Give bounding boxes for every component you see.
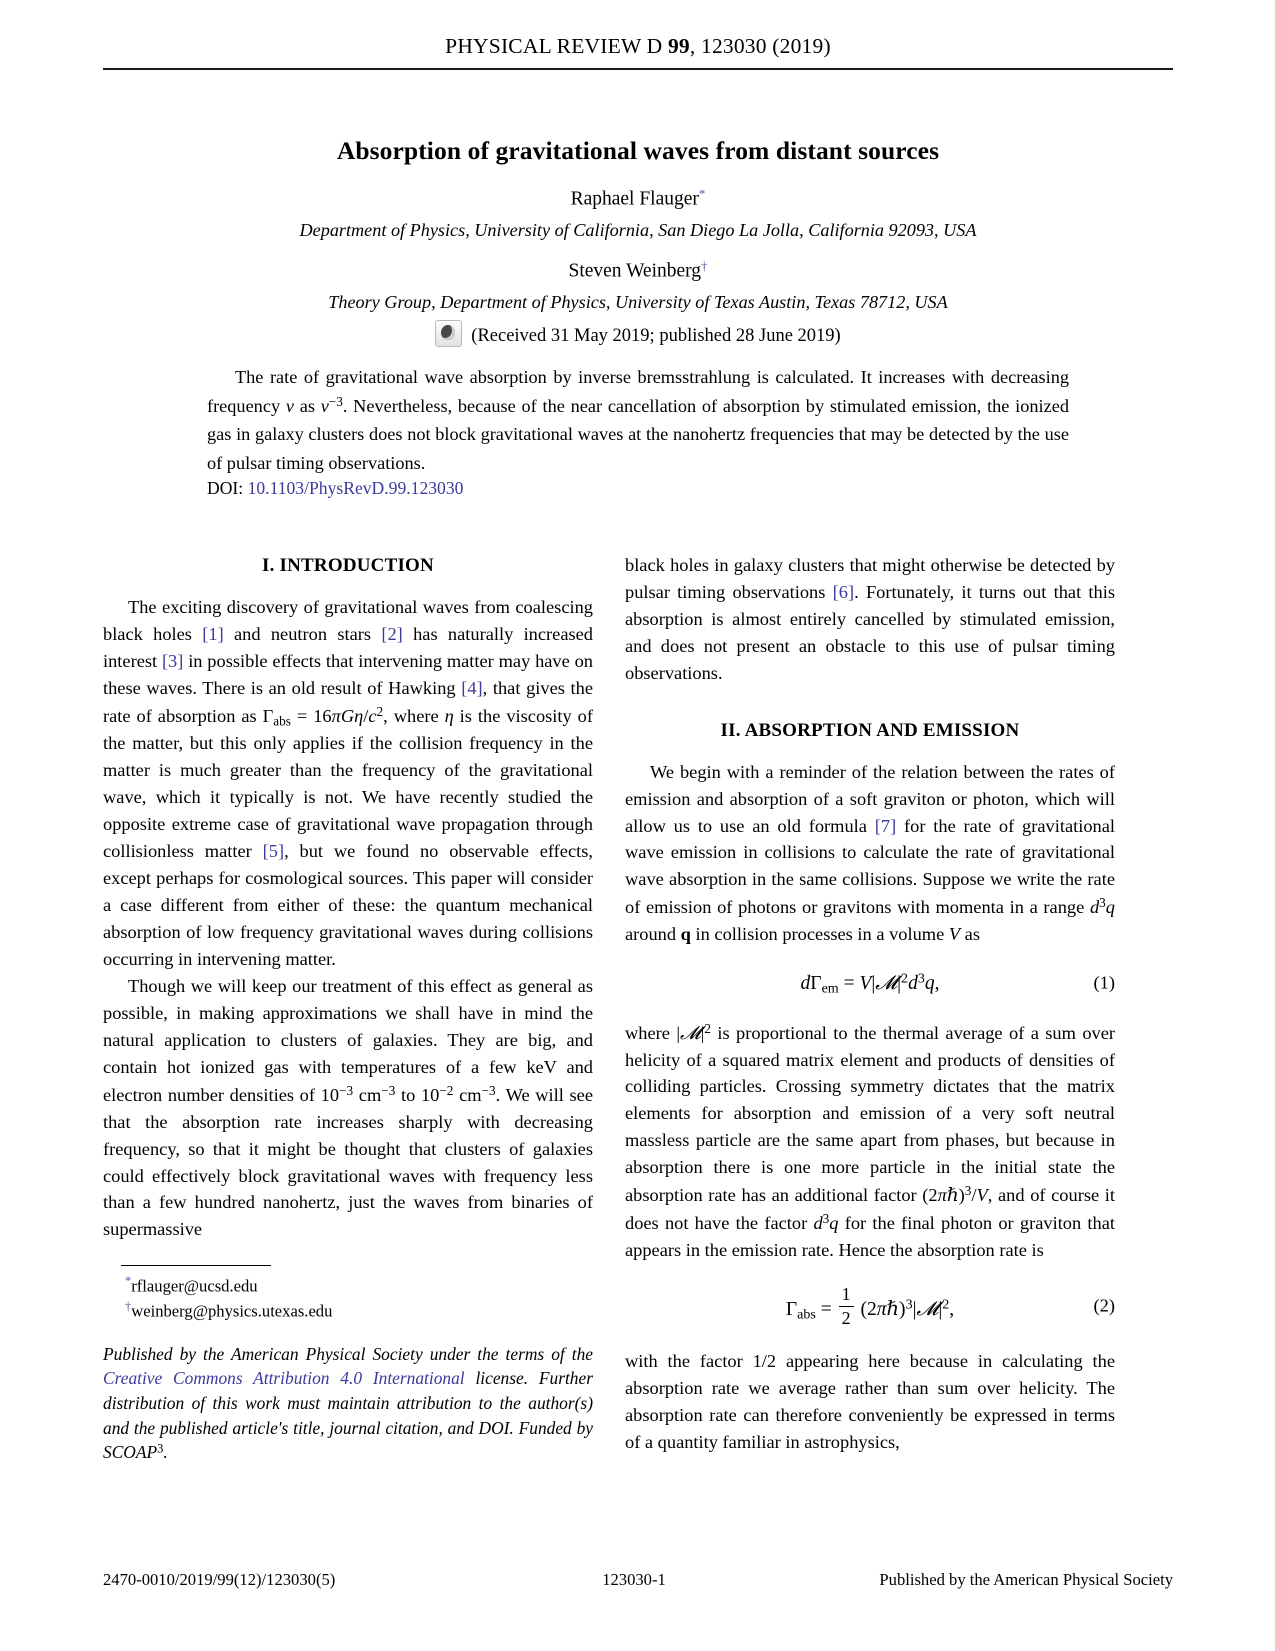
journal-reference [103,34,1173,59]
intro-paragraph-2: Though we will keep our treatment of this effect as general as possible, in making approximations we shall have in mind the natural application to clusters of galaxies. They are big, and contain hot ionized gas with temperatures of a few keV and electron number densities of $10^{-3}$ $cm^{-3}$ to $10^{-2}$ $cm^{-3}$. We will see that the absorption rate increases sharply with decreasing frequency, so that it might be thought that clusters of galaxies could effectively block gravitational waves with frequency less than a few hundred nanohertz, just the waves from binaries of supermassive [103,975,593,1240]
author-block-1 [103,184,1173,242]
journal-name: PHYSICAL REVIEW D [445,34,668,58]
abstract [207,363,1069,477]
author-block-2 [103,256,1173,314]
citation-2[interactable]: [2] [381,623,403,644]
equation-2-body: Γabs = $\frac{1}{2}$ $(2\pi\hbar)^3|𝓜|^2$, [785,1284,955,1328]
author-footnote-marker-1[interactable]: * [698,186,706,201]
crossmark-icon[interactable] [435,320,462,347]
equation-1 [625,968,1115,998]
doi-label: DOI: [207,478,244,498]
footnote-email-2-text[interactable]: weinberg@physics.utexas.edu [131,1301,333,1321]
sec2-paragraph-3: with the factor 1/2 appearing here because in calculating the absorption rate we average rather than sum over helicity. The absorption rate can therefore conveniently be expressed in terms of a quantity familiar in astrophysics, [625,1351,1115,1453]
license-statement [103,1342,593,1466]
intro-p1-d1: in possible effects that intervening matter may have on these waves. There is an old result of Hawking [103,650,593,698]
intro-p1-b: and neutron stars [223,623,382,644]
footnote-email-1-text[interactable]: rflauger@ucsd.edu [131,1276,258,1296]
citation-1[interactable]: [1] [202,623,224,644]
intro-p1-d2: , that gives the rate of absorption as $\Gamma abs = 16\pi G\eta/c^2$, where η is the viscosity of the matter, but this only applies if the collision frequency in the matter is much greater than the frequency of the gravitational wave, which it typically is not. We have recently studied the opposite extreme case of gravitational wave propagation through collisionless matter [103,677,593,862]
footnote-email-2 [125,1298,593,1323]
citation-4[interactable]: [4] [461,677,483,698]
author-name-2-text: Steven Weinberg [568,260,702,282]
section-heading-absorption-and-emission: II. ABSORPTION AND EMISSION [720,719,1020,741]
footer-page-number: 123030-1 [602,1570,666,1589]
intro-paragraph-2-continued [625,552,1115,687]
paper-title: Absorption of gravitational waves from distant sources [336,136,940,165]
license-part-1: Published by the American Physical Society under the terms of the [103,1343,593,1364]
citation-5[interactable]: [5] [262,841,285,862]
author-footnote-marker-2[interactable]: † [701,258,708,273]
intro-p1-f: , but we found no observable effects, except perhaps for cosmological sources. This paper will consider a case different from either of these: the quantum mechanical absorption of low frequency gravitational waves during collisions occurring in intervening matter. [103,841,593,969]
doi-line [207,478,463,499]
left-column [103,552,593,1482]
author-name-1 [103,184,1173,213]
equation-1-number: (1) [1093,972,1115,993]
footnote-marker-2: † [125,1298,132,1313]
footer-issn: 2470-0010/2019/99(12)/123030(5) [103,1570,336,1589]
sec2-paragraph-1 [625,759,1115,949]
sec2-p1-b: for the rate of gravitational wave emission in collisions to calculate the rate of gravitational wave absorption in the same collisions. Suppose we write the rate of emission of photons or gravitons with momenta in a range $d^3q$ around q in collision processes in a volume V as [625,815,1115,945]
publication-dates: (Received 31 May 2019; published 28 June 2019) [471,326,841,346]
right-column [625,552,1115,1456]
citation-3[interactable]: [3] [161,650,184,671]
section-heading-introduction: I. INTRODUCTION [262,555,434,576]
intro-cont-a: black holes in galaxy clusters that might otherwise be detected by pulsar timing observations [625,555,1115,602]
citation-7[interactable]: [7] [874,815,897,836]
doi-link[interactable]: 10.1103/PhysRevD.99.123030 [247,478,464,498]
sec2-p1-a: We begin with a reminder of the relation between the rates of emission and absorption of a soft graviton or photon, which will allow us to use an old formula [625,761,1115,836]
publication-dates-line [103,320,1173,347]
intro-paragraph-1 [103,594,593,973]
abstract-text: The rate of gravitational wave absorption by inverse bremsstrahlung is calculated. It increases with decreasing frequency ν as $\nu^{-3}$. Nevertheless, because of the near cancellation of absorption by stimulated emission, the ionized gas in galaxy clusters does not block gravitational waves at the nanohertz frequencies that may be detected by the use of pulsar timing observations. [207,367,1069,473]
header-rule [103,68,1173,70]
running-head [103,34,1173,70]
citation-6[interactable]: [6] [832,581,855,602]
license-part-2: license. Further distribution of this work must maintain attribution to the author(s) and the published article's title, journal citation, and DOI. Funded by SCOAP$^3$. [103,1368,593,1463]
intro-p1-c: has naturally increased interest [103,623,593,671]
intro-cont-b: . Fortunately, it turns out that this absorption is almost entirely cancelled by stimulated emission, and does not present an obstacle to this use of pulsar timing observations. [625,581,1115,683]
sec2-paragraph-2: where $|𝓜|^2$ is proportional to the thermal average of a sum over helicity of a squared matrix element and products of densities of colliding particles. Crossing symmetry dictates that the matrix elements for absorption and emission of a very soft neutral massless particle are the same apart from phases, but because in absorption there is one more particle in the initial state the absorption rate has an additional factor (2πℏ)$^3$/V, and of course it does not have the factor $d^3q$ for the final photon or graviton that appears in the emission rate. Hence the absorption rate is [625,1020,1115,1261]
footnote-rule [121,1265,271,1266]
journal-volume: 99 [667,34,690,58]
footnote-marker-1: * [125,1274,132,1289]
equation-2 [625,1284,1115,1328]
footer-publisher: Published by the American Physical Society [879,1570,1173,1589]
journal-article-id: , 123030 (2019) [689,34,831,58]
author-affiliation-1: Department of Physics, University of California, San Diego La Jolla, California 92093, USA [299,219,977,240]
license-link[interactable]: Creative Commons Attribution 4.0 International [103,1368,465,1389]
footnote-email-1 [125,1273,593,1298]
intro-p1-a: The exciting discovery of gravitational waves from coalescing black holes [103,596,593,644]
equation-2-number: (2) [1093,1295,1115,1316]
equation-1-body: $d\Gamma em = V|𝓜|^2d^3q$, [800,970,940,997]
author-affiliation-2: Theory Group, Department of Physics, University of Texas Austin, Texas 78712, USA [328,291,948,312]
author-name-1-text: Raphael Flauger [570,188,699,210]
author-name-2 [103,256,1173,285]
